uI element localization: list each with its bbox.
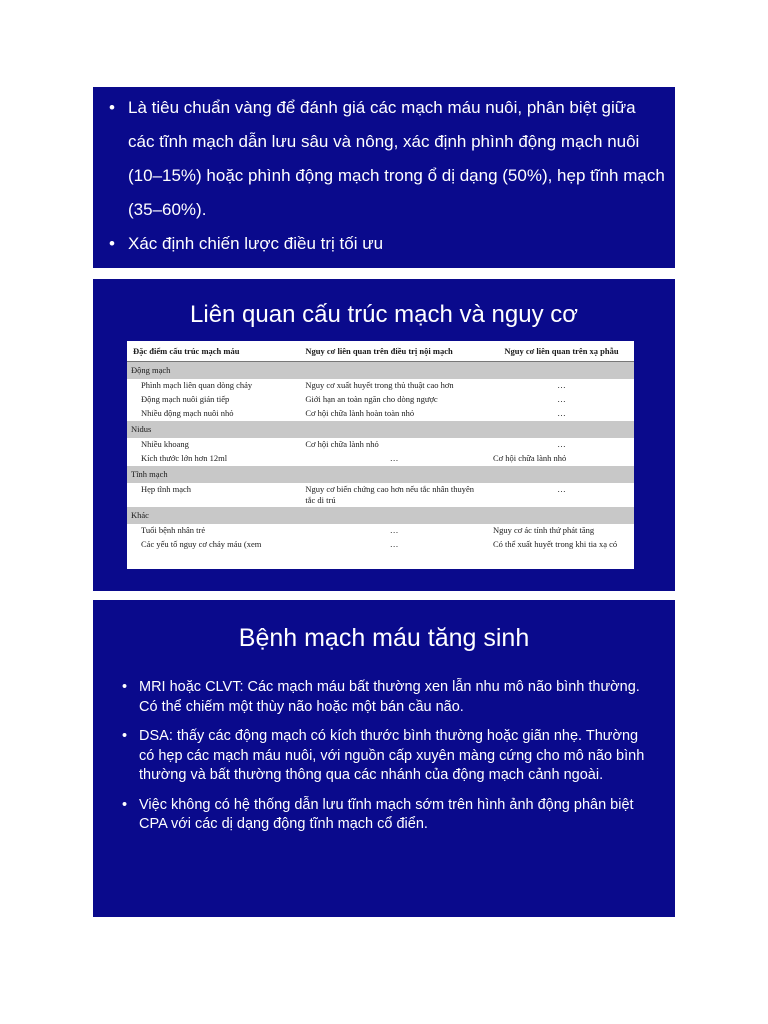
slide-1-bullet: • Xác định chiến lược điều trị tối ưu xyxy=(108,227,665,261)
table-cell: Giới hạn an toàn ngăn cho dòng ngược xyxy=(299,393,487,407)
table-header-cell: Nguy cơ liên quan trên điều trị nội mạch xyxy=(299,341,487,362)
table-row xyxy=(127,407,634,421)
slide-1 xyxy=(93,87,675,268)
slide-3 xyxy=(93,600,675,917)
risk-table-image xyxy=(127,341,634,569)
table-cell: Tuổi bệnh nhân trẻ xyxy=(127,524,299,538)
table-cell: … xyxy=(487,438,634,452)
group-label: Khác xyxy=(127,507,634,524)
table-cell: Kích thước lớn hơn 12ml xyxy=(127,452,299,466)
slide-3-title: Bệnh mạch máu tăng sinh xyxy=(238,624,530,652)
table-row xyxy=(127,483,634,507)
table-cell: Nguy cơ ác tính thứ phát tăng xyxy=(487,524,634,538)
table-cell: … xyxy=(299,524,487,538)
table-cell: Các yếu tố nguy cơ chảy máu (xem xyxy=(127,538,299,552)
slide-3-bullet-list xyxy=(121,678,656,845)
table-row xyxy=(127,379,634,393)
table-cell: … xyxy=(299,452,487,466)
table-cell: Cơ hội chữa lành hoàn toàn nhỏ xyxy=(299,407,487,421)
table-row xyxy=(127,393,634,407)
table-row xyxy=(127,452,634,466)
table-cell: Động mạch nuôi gián tiếp xyxy=(127,393,299,407)
table-cell: Nhiều động mạch nuôi nhỏ xyxy=(127,407,299,421)
slide-2 xyxy=(93,279,675,591)
table-cell: Nguy cơ xuất huyết trong thủ thuật cao hơn xyxy=(299,379,487,393)
table-cell: Hẹp tĩnh mạch xyxy=(127,483,299,507)
risk-table xyxy=(127,341,634,552)
table-group-row xyxy=(127,466,634,483)
slide-2-title: Liên quan cấu trúc mạch và nguy cơ xyxy=(190,301,578,328)
table-cell: Phình mạch liên quan dòng chảy xyxy=(127,379,299,393)
table-header-cell: Nguy cơ liên quan trên xạ phẫu xyxy=(487,341,634,362)
table-cell: … xyxy=(487,393,634,407)
table-cell: … xyxy=(487,379,634,393)
table-group-row xyxy=(127,362,634,380)
slide-3-bullet: • DSA: thấy các động mạch có kích thước bình thường hoặc giãn nhẹ. Thường có hẹp các mạch máu nuôi, với nguồn cấp xuyên màng cứng cho mô não bình thường và bất thường thông qua các nhánh của động mạch cảnh ngoài. xyxy=(121,727,656,786)
group-label: Động mạch xyxy=(127,362,634,380)
table-header-row xyxy=(127,341,634,362)
table-cell: … xyxy=(487,407,634,421)
table-cell: Nhiều khoang xyxy=(127,438,299,452)
table-cell: … xyxy=(299,538,487,552)
table-row xyxy=(127,538,634,552)
table-cell: Cơ hội chữa lành nhỏ xyxy=(487,452,634,466)
group-label: Nidus xyxy=(127,421,634,438)
slide-1-bullet-list xyxy=(108,91,665,261)
table-cell: … xyxy=(487,483,634,507)
table-cell: Cơ hội chữa lành nhỏ xyxy=(299,438,487,452)
table-group-row xyxy=(127,421,634,438)
table-group-row xyxy=(127,507,634,524)
table-cell: Có thể xuất huyết trong khi tia xạ có xyxy=(487,538,634,552)
slide-3-bullet: • Việc không có hệ thống dẫn lưu tĩnh mạch sớm trên hình ảnh động phân biệt CPA với các dị dạng động tĩnh mạch cổ điển. xyxy=(121,796,656,835)
table-row xyxy=(127,524,634,538)
slide-1-bullet: • Là tiêu chuẩn vàng để đánh giá các mạch máu nuôi, phân biệt giữa các tĩnh mạch dẫn lưu sâu và nông, xác định phình động mạch nuôi (10–15%) hoặc phình động mạch trong ổ dị dạng (50%), hẹp tĩnh mạch (35–60%). xyxy=(108,91,665,227)
slide-3-bullet: • MRI hoặc CLVT: Các mạch máu bất thường xen lẫn nhu mô não bình thường. Có thể chiếm một thùy não hoặc một bán cầu não. xyxy=(121,678,656,717)
table-row xyxy=(127,438,634,452)
table-cell: Nguy cơ biến chứng cao hơn nếu tắc nhân thuyên tắc di trú xyxy=(299,483,487,507)
table-header-cell: Đặc điểm cấu trúc mạch máu xyxy=(127,341,299,362)
group-label: Tĩnh mạch xyxy=(127,466,634,483)
